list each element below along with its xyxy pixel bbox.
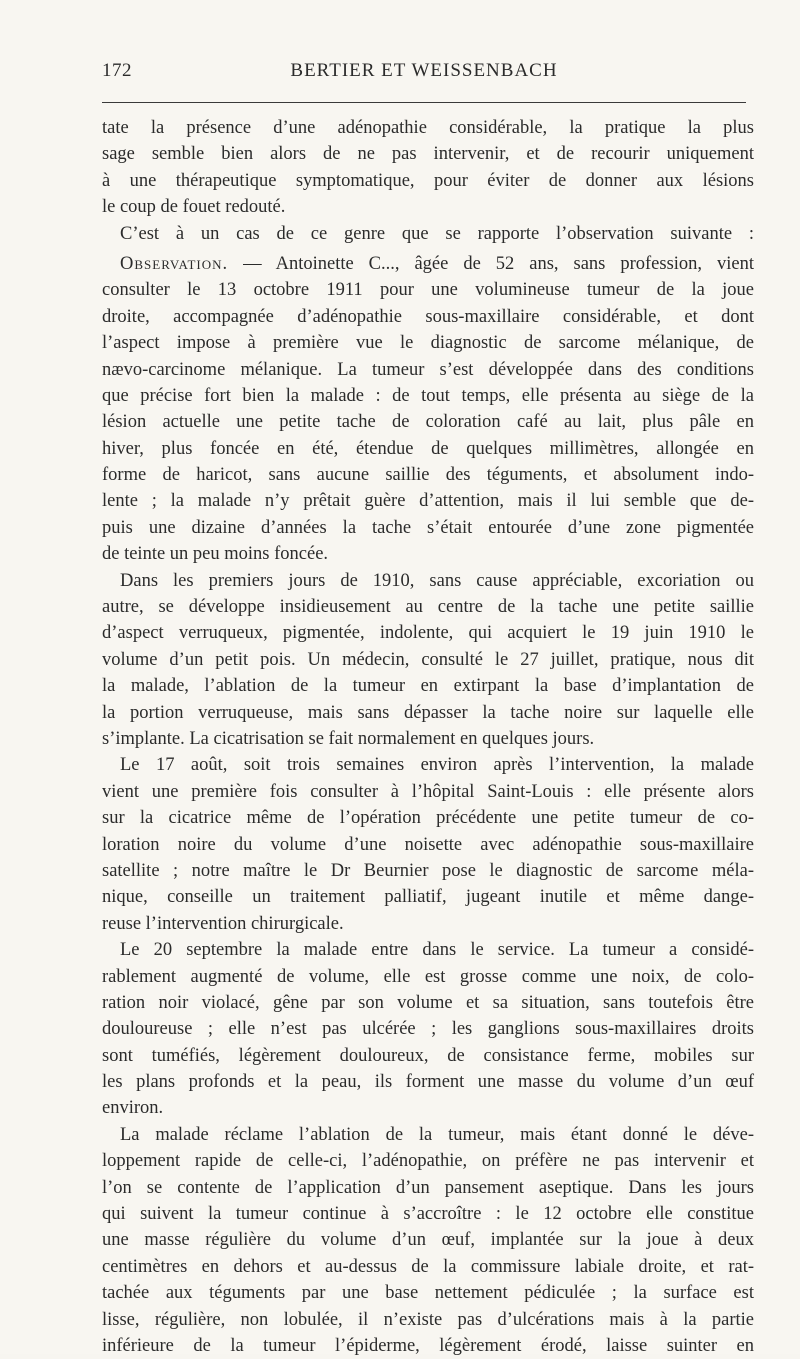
observation-first-line — [102, 251, 754, 277]
text-line: sont tuméfiés, légèrement douloureux, de consistance ferme, mobiles sur — [102, 1045, 754, 1066]
text-line: satellite ; notre maître le Dr Beurnier pose le diagnostic de sarcome méla- — [102, 860, 754, 881]
text-line: Le 17 août, soit trois semaines environ après l’intervention, la malade — [120, 755, 754, 776]
text-line: centimètres en dehors et au-dessus de la commissure labiale droite, et rat- — [102, 1256, 754, 1277]
text-line: nique, conseille un traitement palliatif, jugeant inutile et même dange- — [102, 887, 754, 908]
text-line: la malade, l’ablation de la tumeur en extirpant la base d’implantation de — [102, 676, 754, 697]
running-title: BERTIER ET WEISSENBACH — [290, 60, 558, 81]
text-line: les plans profonds et la peau, ils forment une masse du volume d’un œuf — [102, 1072, 754, 1093]
text-line: volume d’un petit pois. Un médecin, consulté le 27 juillet, pratique, nous dit — [102, 649, 754, 670]
text-line: droite, accompagnée d’adénopathie sous-maxillaire considérable, et dont — [102, 306, 754, 327]
text-line: reuse l’intervention chirurgicale. — [102, 913, 344, 934]
text-line: lisse, régulière, non lobulée, il n’existe pas d’ulcérations mais à la partie — [102, 1309, 754, 1330]
text-line: sur la cicatrice même de l’opération précédente une petite tumeur de co- — [102, 808, 754, 829]
text-line: la portion verruqueuse, mais sans dépasser la tache noire sur laquelle elle — [102, 702, 754, 723]
text-line: l’aspect impose à première vue le diagnostic de sarcome mélanique, de — [102, 333, 754, 354]
text-line: loration noire du volume d’une noisette avec adénopathie sous-maxillaire — [102, 834, 754, 855]
text-line: C’est à un cas de ce genre que se rapporte l’observation suivante : — [120, 223, 754, 244]
text-line: lésion actuelle une petite tache de coloration café au lait, plus pâle en — [102, 412, 754, 433]
text-line: lente ; la malade n’y prêtait guère d’attention, mais il lui semble que de- — [102, 491, 754, 512]
text-line: une masse régulière du volume d’un œuf, implantée sur la joue à deux — [102, 1230, 754, 1251]
text-line: nævo-carcinome mélanique. La tumeur s’est développée dans des conditions — [102, 359, 754, 380]
text-line: rablement augmenté de volume, elle est grosse comme une noix, de colo- — [102, 966, 754, 987]
text-line: environ. — [102, 1098, 164, 1119]
text-line: ration noir violacé, gêne par son volume et sa situation, sans toutefois être — [102, 992, 754, 1013]
observation-label: Observation. — [120, 253, 229, 274]
text-line: autre, se développe insidieusement au centre de la tache une petite saillie — [102, 597, 754, 618]
header-rule — [102, 102, 746, 103]
text-line: qui suivent la tumeur continue à s’accroître : le 12 octobre elle constitue — [102, 1204, 754, 1225]
text-line: s’implante. La cicatrisation se fait normalement en quelques jours. — [102, 728, 595, 749]
text-line: forme de haricot, sans aucune saillie des téguments, et absolument indo- — [102, 465, 754, 486]
text-line: de teinte un peu moins foncée. — [102, 544, 329, 565]
text-line: puis une dizaine d’années la tache s’était entourée d’une zone pigmentée — [102, 517, 754, 538]
text-line: d’aspect verruqueux, pigmentée, indolente, qui acquiert le 19 juin 1910 le — [102, 623, 754, 644]
text-line: inférieure de la tumeur l’épiderme, légèrement érodé, laisse suinter en — [102, 1335, 754, 1356]
text-line: Dans les premiers jours de 1910, sans cause appréciable, excoriation ou — [120, 570, 754, 591]
text-line: vient une première fois consulter à l’hôpital Saint-Louis : elle présente alors — [102, 781, 754, 802]
body-text — [102, 115, 754, 1359]
text-line: l’on se contente de l’application d’un pansement aseptique. Dans les jours — [102, 1177, 754, 1198]
observation-first-line-rest: — Antoinette C..., âgée de 52 ans, sans profession, vient — [228, 253, 754, 274]
text-line: que précise fort bien la malade : de tout temps, elle présenta au siège de la — [102, 385, 754, 406]
text-line: sage semble bien alors de ne pas intervenir, et de recourir uniquement — [102, 144, 754, 165]
running-head — [102, 60, 746, 88]
text-line: le coup de fouet redouté. — [102, 197, 286, 218]
text-line: tachée aux téguments par une base nettement pédiculée ; la surface est — [102, 1283, 754, 1304]
text-line: hiver, plus foncée en été, étendue de quelques millimètres, allongée en — [102, 438, 754, 459]
page-number: 172 — [102, 60, 132, 81]
text-line: La malade réclame l’ablation de la tumeur, mais étant donné le déve- — [120, 1124, 754, 1145]
text-line: tate la présence d’une adénopathie considérable, la pratique la plus — [102, 118, 754, 138]
text-line: consulter le 13 octobre 1911 pour une volumineuse tumeur de la joue — [102, 280, 754, 301]
text-line: loppement rapide de celle-ci, l’adénopathie, on préfère ne pas intervenir et — [102, 1151, 754, 1172]
text-line: douloureuse ; elle n’est pas ulcérée ; les ganglions sous-maxillaires droits — [102, 1019, 754, 1040]
text-line: à une thérapeutique symptomatique, pour éviter de donner aux lésions — [102, 170, 754, 191]
text-line: Le 20 septembre la malade entre dans le service. La tumeur a considé- — [120, 940, 754, 961]
